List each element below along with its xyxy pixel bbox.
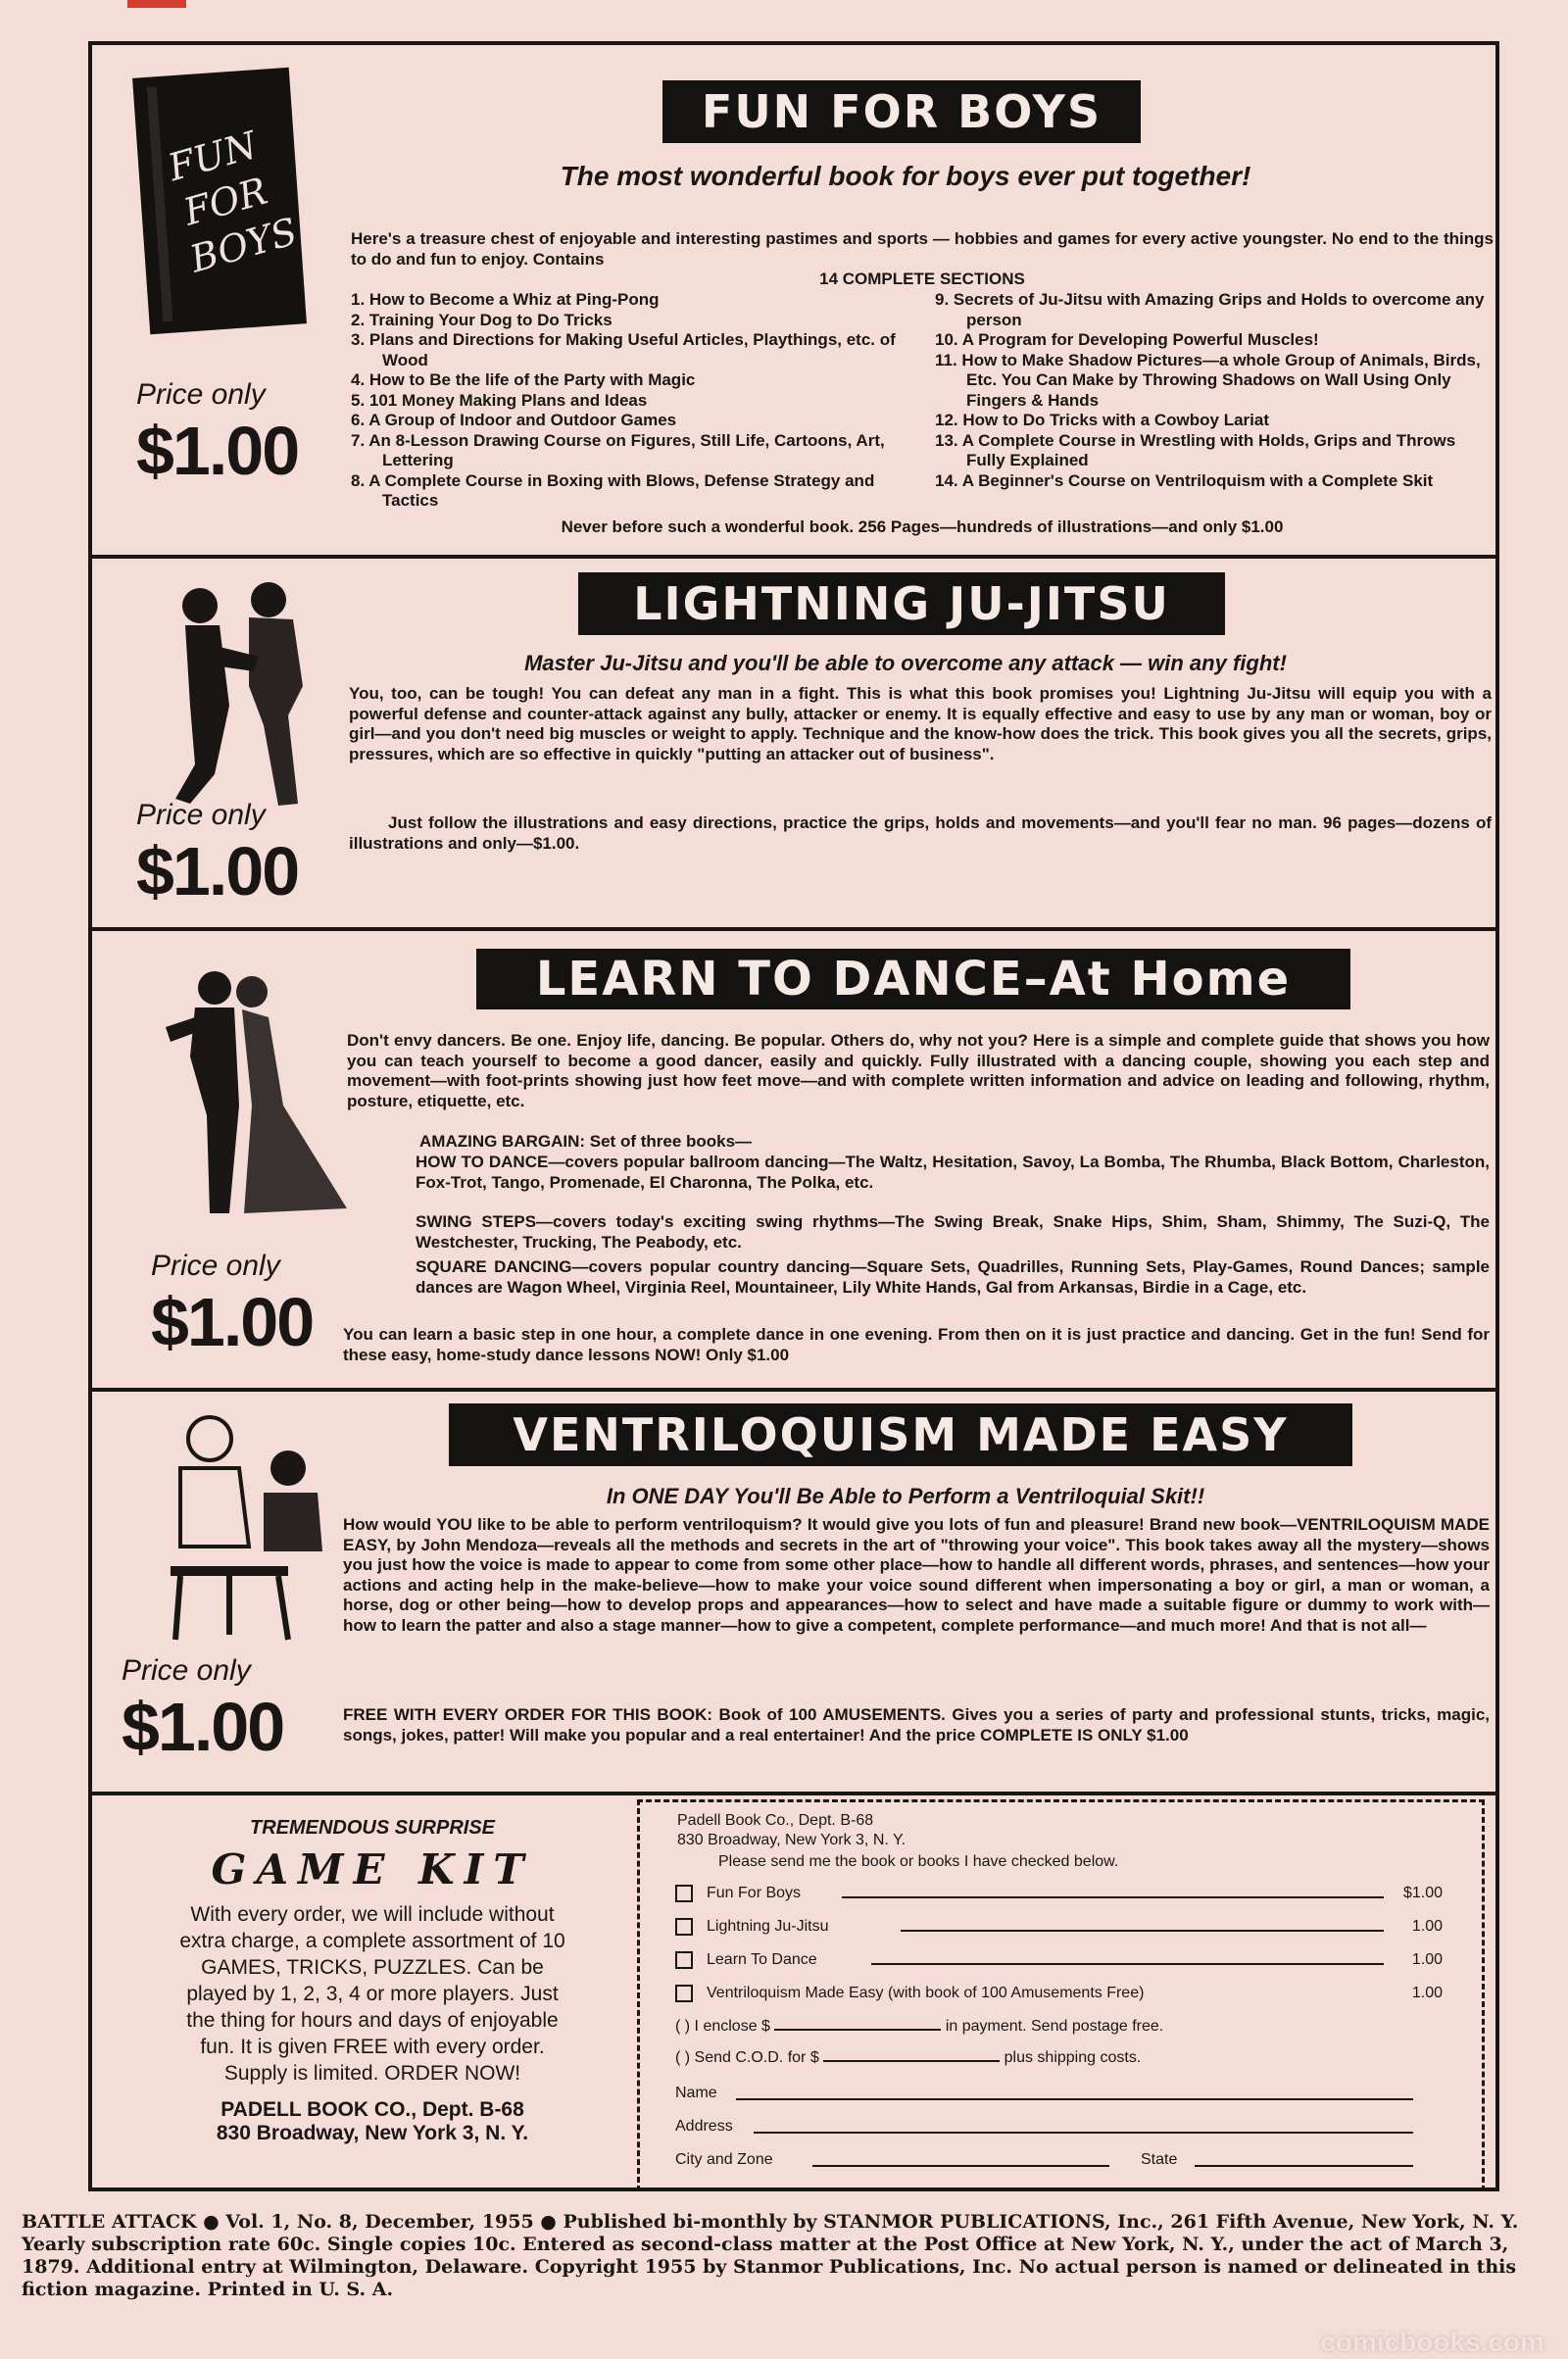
item-price: 1.00 [1411, 1918, 1443, 1935]
order-item-fun-for-boys[interactable]: Fun For Boys $1.00 [675, 1885, 1443, 1908]
coupon-instructions: Please send me the book or books I have checked below. [718, 1853, 1119, 1870]
ventro-free-offer: FREE WITH EVERY ORDER FOR THIS BOOK: Book of 100 AMUSEMENTS. Gives you a series of party and professional stunts, tricks, magic, songs, jokes, patter! Will make you popular and a real entertainer! And the price COMPLETE IS ONLY $1.00 [343, 1705, 1490, 1745]
item-price: 1.00 [1411, 1951, 1443, 1968]
item-price: 1.00 [1411, 1985, 1443, 2001]
book-cover-illustration [132, 68, 307, 335]
list-item: 12. How to Do Tricks with a Cowboy Lariat [935, 411, 1270, 429]
item-price: $1.00 [1402, 1885, 1443, 1901]
list-item: 11. How to Make Shadow Pictures—a whole Group of Animals, Birds, Etc. You Can Make by Throwing Shadows on Wall Using Only Fingers & Hands [935, 350, 1481, 410]
dance-closing: You can learn a basic step in one hour, a complete dance in one evening. From then on it is just practice and dancing. Get in the fun! Send for these easy, home-study dance lessons NOW! Only $1.00 [343, 1325, 1490, 1364]
fun-sections-label: 14 COMPLETE SECTIONS [819, 270, 1025, 288]
game-kit-kicker: TREMENDOUS SURPRISE [249, 1817, 496, 1839]
price-value: $1.00 [151, 1284, 314, 1360]
fun-subtitle: The most wonderful book for boys ever put together! [560, 161, 1251, 191]
price-value: $1.00 [136, 413, 299, 489]
list-item: 8. A Complete Course in Boxing with Blows, Defense Strategy and Tactics [351, 470, 875, 510]
fun-intro: Here's a treasure chest of enjoyable and interesting pastimes and sports — hobbies and games for every active youngster. No end to the things to do and fun to enjoy. Contains [351, 229, 1494, 269]
jujitsu-body-closing: Just follow the illustrations and easy directions, practice the grips, holds and movements—and you'll fear no man. 96 pages—dozens of illustrations and only—$1.00. [349, 813, 1492, 853]
list-item: 4. How to Be the life of the Party with Magic [351, 370, 696, 389]
checkbox[interactable] [675, 1885, 693, 1902]
jujitsu-banner: LIGHTNING JU-JITSU [578, 572, 1225, 635]
watermark: comicbooks.com [1320, 2327, 1544, 2357]
order-coupon [637, 1799, 1485, 2191]
book-cover-title: FUN FOR BOYS [163, 123, 302, 281]
game-kit-body: With every order, we will include without extra charge, a complete assortment of 10 GAMES, TRICKS, PUZZLES. Can be played by 1, 2, 3, 4 or more players. Just the thing for hours and days of enjoyable fun. It is given FREE with every order. Supply is limited. ORDER NOW! [179, 1903, 565, 2085]
order-item-ventriloquism[interactable]: Ventriloquism Made Easy (with book of 100 Amusements Free) 1.00 [675, 1985, 1443, 2008]
checkbox[interactable] [675, 1918, 693, 1936]
list-item: 9. Secrets of Ju-Jitsu with Amazing Grips and Holds to overcome any person [935, 290, 1485, 329]
jujitsu-section [92, 559, 1495, 931]
game-kit-address-line1: PADELL BOOK CO., Dept. B-68 [220, 2098, 524, 2121]
city-state-field[interactable]: City and Zone State [675, 2151, 1443, 2175]
order-item-lightning-jujitsu[interactable]: Lightning Ju-Jitsu 1.00 [675, 1918, 1443, 1941]
dance-book-square: SQUARE DANCING—covers popular country dancing—Square Sets, Quadrilles, Running Sets, Play-Games, Round Dances; sample dances are Wagon Wheel, Virginia Reel, Mountaineer, Lily White Hands, Gal from Arkansas, Birdie in a Cage, etc. [416, 1257, 1490, 1297]
ventro-body: How would YOU like to be able to perform ventriloquism? It would give you lots of fun and pleasure! Brand new book—VENTRILOQUISM MADE EASY, by John Mendoza—reveals all the methods and secrets in the art of "throwing your voice". This book takes away all the mystery—shows you just how the voice is made to appear to come from some other place—how to handle all different words, phrases, and sentences—how your actions and acting help in the make-believe—how to make your voice sound different when impersonating a boy or girl, a man or woman, a horse, dog or other being—how to develop props and appearances—how to select and have made a suitable figure or dummy to work with—how to learn the patter and also a stage manner—how to give a competent, complete performance—and much more! And that is not all— [343, 1515, 1490, 1635]
enclose-payment-line[interactable]: ( ) I enclose $ in payment. Send postage free. [675, 2018, 1164, 2035]
ventriloquism-banner: VENTRILOQUISM MADE EASY [449, 1403, 1352, 1466]
jujitsu-subtitle: Master Ju-Jitsu and you'll be able to overcome any attack — win any fight! [524, 651, 1287, 675]
list-item: 13. A Complete Course in Wrestling with Holds, Grips and Throws Fully Explained [935, 430, 1456, 469]
fun-price-block [136, 378, 342, 490]
price-label: Price only [122, 1654, 251, 1687]
jujitsu-fighters-illustration [131, 578, 337, 813]
list-item: 6. A Group of Indoor and Outdoor Games [351, 411, 677, 429]
list-item: 1. How to Become a Whiz at Ping-Pong [351, 290, 660, 309]
ventro-price-block [122, 1654, 327, 1766]
fun-list-left [351, 290, 900, 512]
address-field[interactable]: Address [675, 2118, 1443, 2141]
list-item: 10. A Program for Developing Powerful Muscles! [935, 330, 1319, 349]
price-value: $1.00 [122, 1689, 284, 1765]
jujitsu-body: You, too, can be tough! You can defeat any man in a fight. This is what this book promises you! Lightning Ju-Jitsu will equip you with a powerful defense and counter-attack against any bully, attacker or enemy. It is equally effective and easy to use by any man or woman, boy or girl—and you don't need big muscles or weight to apply. Technique and the know-how does the trick. This book gives you all the secrets, grips, pressures, which are so effective in quickly "putting an attacker out of business". [349, 684, 1492, 763]
list-item: 14. A Beginner's Course on Ventriloquism with a Complete Skit [935, 470, 1434, 490]
top-edge-mark [127, 0, 186, 8]
fun-closing: Never before such a wonderful book. 256 Pages—hundreds of illustrations—and only $1.00 [561, 517, 1284, 536]
cod-line[interactable]: ( ) Send C.O.D. for $ plus shipping costs. [675, 2049, 1142, 2066]
checkbox[interactable] [675, 1951, 693, 1969]
coupon-address-line2: 830 Broadway, New York 3, N. Y. [677, 1832, 906, 1848]
price-label: Price only [136, 799, 266, 831]
fun-list-right [935, 290, 1494, 491]
price-label: Price only [136, 378, 266, 411]
game-kit-panel [108, 1799, 637, 2191]
game-kit-title: GAME KIT [211, 1845, 534, 1893]
list-item: 3. Plans and Directions for Making Useful Articles, Playthings, etc. of Wood [351, 330, 896, 369]
list-item: 5. 101 Money Making Plans and Ideas [351, 390, 648, 410]
price-value: $1.00 [136, 833, 299, 909]
coupon-address-line1: Padell Book Co., Dept. B-68 [677, 1812, 874, 1829]
fun-for-boys-section [92, 45, 1495, 559]
list-item: 2. Training Your Dog to Do Tricks [351, 310, 612, 329]
ventriloquism-section [92, 1392, 1495, 1795]
dance-section [92, 931, 1495, 1392]
dancing-couple-illustration [136, 958, 362, 1233]
dance-bargain: AMAZING BARGAIN: Set of three books— [419, 1132, 753, 1151]
dance-book-swing: SWING STEPS—covers today's exciting swing rhythms—The Swing Break, Snake Hips, Shim, Sham, Shimmy, The Suzi-Q, The Westchester, Trucking, The Peabody, etc. [416, 1212, 1490, 1252]
fun-for-boys-banner: FUN FOR BOYS [662, 80, 1141, 143]
name-field[interactable]: Name [675, 2085, 1443, 2108]
ventriloquist-illustration [141, 1400, 357, 1645]
dance-intro: Don't envy dancers. Be one. Enjoy life, dancing. Be popular. Others do, why not you? Here is a simple and complete guide that shows you how you can teach yourself to become a good dancer, easily and quickly. Fully illustrated with a dancing couple, showing you each step and movement—with foot-prints showing just how feet move—and with complete written information and advice on leading and following, rhythm, posture, etiquette, etc. [347, 1031, 1490, 1110]
dance-book-ballroom: HOW TO DANCE—covers popular ballroom dancing—The Waltz, Hesitation, Savoy, La Bomba, The Rhumba, Black Bottom, Charleston, Fox-Trot, Tango, Promenade, El Charonna, The Polka, etc. [416, 1153, 1490, 1192]
jujitsu-price-block [136, 799, 342, 910]
list-item: 7. An 8-Lesson Drawing Course on Figures, Still Life, Cartoons, Art, Lettering [351, 430, 885, 469]
price-label: Price only [151, 1250, 280, 1282]
order-item-learn-to-dance[interactable]: Learn To Dance 1.00 [675, 1951, 1443, 1975]
publication-footer: BATTLE ATTACK ● Vol. 1, No. 8, December, 1955 ● Published bi-monthly by STANMOR PUBLICATIONS, Inc., 261 Fifth Avenue, New York, N. Y. Yearly subscription rate 60c. Single copies 10c. Entered as second-class matter at the Post Office at New York, N. Y., under the act of March 3, 1879. Additional entry at Wilmington, Delaware. Copyright 1955 by Stanmor Publications, Inc. No actual person is named or delineated in this fiction magazine. Printed in U. S. A. [22, 2211, 1519, 2300]
checkbox[interactable] [675, 1985, 693, 2002]
dance-price-block [151, 1250, 357, 1361]
dance-banner: LEARN TO DANCE–At Home [476, 949, 1350, 1009]
game-kit-address-line2: 830 Broadway, New York 3, N. Y. [216, 2122, 529, 2144]
ventro-subtitle: In ONE DAY You'll Be Able to Perform a Ventriloquial Skit!! [606, 1484, 1205, 1508]
